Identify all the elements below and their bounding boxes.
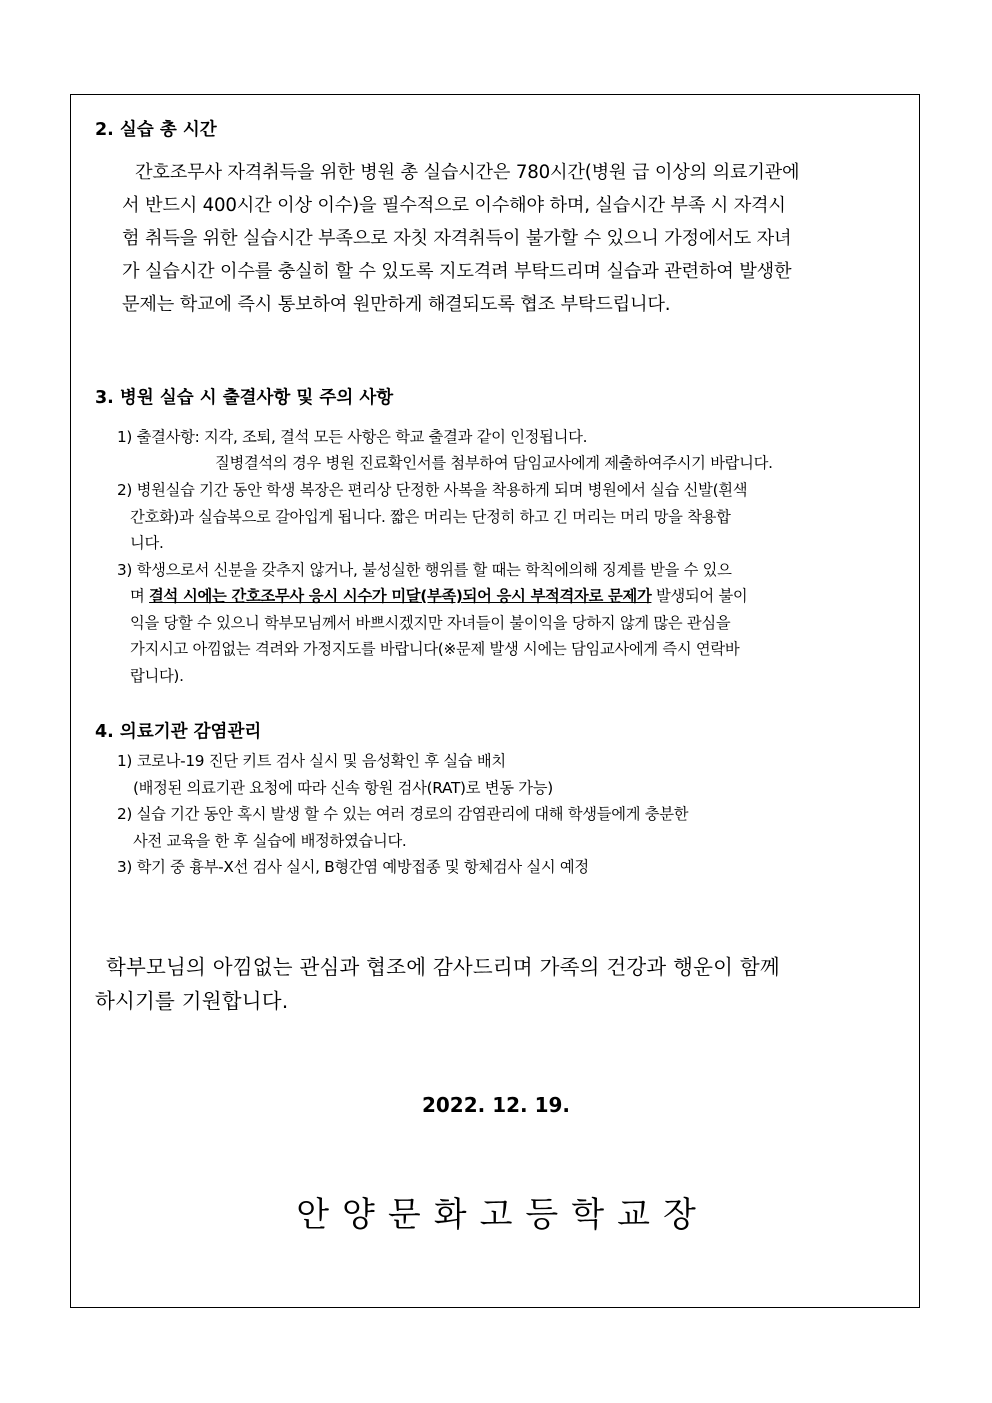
issue-date: 2022. 12. 19. <box>421 1093 571 1117</box>
section2-heading: 2. 실습 총 시간 <box>95 120 217 140</box>
section3-item1-line1: 1) 출결사항: 지각, 조퇴, 결석 모든 사항은 학교 출결과 같이 인정됩니다. <box>117 428 588 446</box>
closing-line-2: 하시기를 기원합니다. <box>95 989 289 1013</box>
section4-line-4: 사전 교육을 한 후 실습에 배정하였습니다. <box>133 832 407 850</box>
section3-item2-line1: 2) 병원실습 기간 동안 학생 복장은 편리상 단정한 사복을 착용하게 되며 병원에서 실습 신발(흰색 <box>117 481 748 499</box>
section4-line-2: (배정된 의료기관 요청에 따라 신속 항원 검사(RAT)로 변동 가능) <box>133 779 553 797</box>
closing-line-1: 학부모님의 아낌없는 관심과 협조에 감사드리며 가족의 건강과 행운이 함께 <box>106 955 780 979</box>
section3-item3-line4: 가지시고 아낌없는 격려와 가정지도를 바랍니다(※문제 발생 시에는 담임교사에게 즉시 연락바 <box>130 640 740 658</box>
section4-line-1: 1) 코로나-19 진단 키트 검사 실시 및 음성확인 후 실습 배치 <box>117 752 506 770</box>
section3-item2-line3: 니다. <box>130 534 164 552</box>
section3-item1-line2: 질병결석의 경우 병원 진료확인서를 첨부하여 담임교사에게 제출하여주시기 바랍니다. <box>215 454 773 472</box>
section3-item2-line2: 간호화)과 실습복으로 갈아입게 됩니다. 짧은 머리는 단정히 하고 긴 머리는 머리 망을 착용합 <box>130 508 731 526</box>
section3-warning-emphasis: 결석 시에는 간호조무사 응시 시수가 미달(부족)되어 응시 부적격자로 문제가 <box>149 587 652 605</box>
section3-item3-line3: 익을 당할 수 있으니 학부모님께서 바쁘시겠지만 자녀들이 불이익을 당하지 않게 많은 관심을 <box>130 614 731 632</box>
section2-line-3: 험 취득을 위한 실습시간 부족으로 자칫 자격취득이 불가할 수 있으니 가정에서도 자녀 <box>122 228 792 249</box>
school-principal-signature: 안양문화고등학교장 <box>296 1195 709 1235</box>
section2-line-4: 가 실습시간 이수를 충실히 할 수 있도록 지도격려 부탁드리며 실습과 관련하여 발생한 <box>122 261 792 282</box>
section4-line-3: 2) 실습 기간 동안 혹시 발생 할 수 있는 여러 경로의 감염관리에 대해 학생들에게 충분한 <box>117 805 689 823</box>
section2-line-5: 문제는 학교에 즉시 통보하여 원만하게 해결되도록 협조 부탁드립니다. <box>122 294 671 315</box>
section4-line-5: 3) 학기 중 흉부-X선 검사 실시, B형간염 예방접종 및 항체검사 실시 예정 <box>117 858 589 876</box>
section3-item3-line1: 3) 학생으로서 신분을 갖추지 않거나, 불성실한 행위를 할 때는 학칙에의해 징계를 받을 수 있으 <box>117 561 732 579</box>
section3-item3-line2 <box>130 584 747 606</box>
section3-heading: 3. 병원 실습 시 출결사항 및 주의 사항 <box>95 388 394 408</box>
section3-item3-line2-post: 발생되어 불이 <box>651 587 748 605</box>
section3-item3-line5: 랍니다). <box>130 667 184 685</box>
section4-heading: 4. 의료기관 감염관리 <box>95 722 262 742</box>
section2-line-1: 간호조무사 자격취득을 위한 병원 총 실습시간은 780시간(병원 급 이상의 의료기관에 <box>135 162 800 183</box>
section3-item3-line2-pre: 며 <box>130 587 150 605</box>
section2-line-2: 서 반드시 400시간 이상 이수)을 필수적으로 이수해야 하며, 실습시간 부족 시 자격시 <box>122 195 786 216</box>
